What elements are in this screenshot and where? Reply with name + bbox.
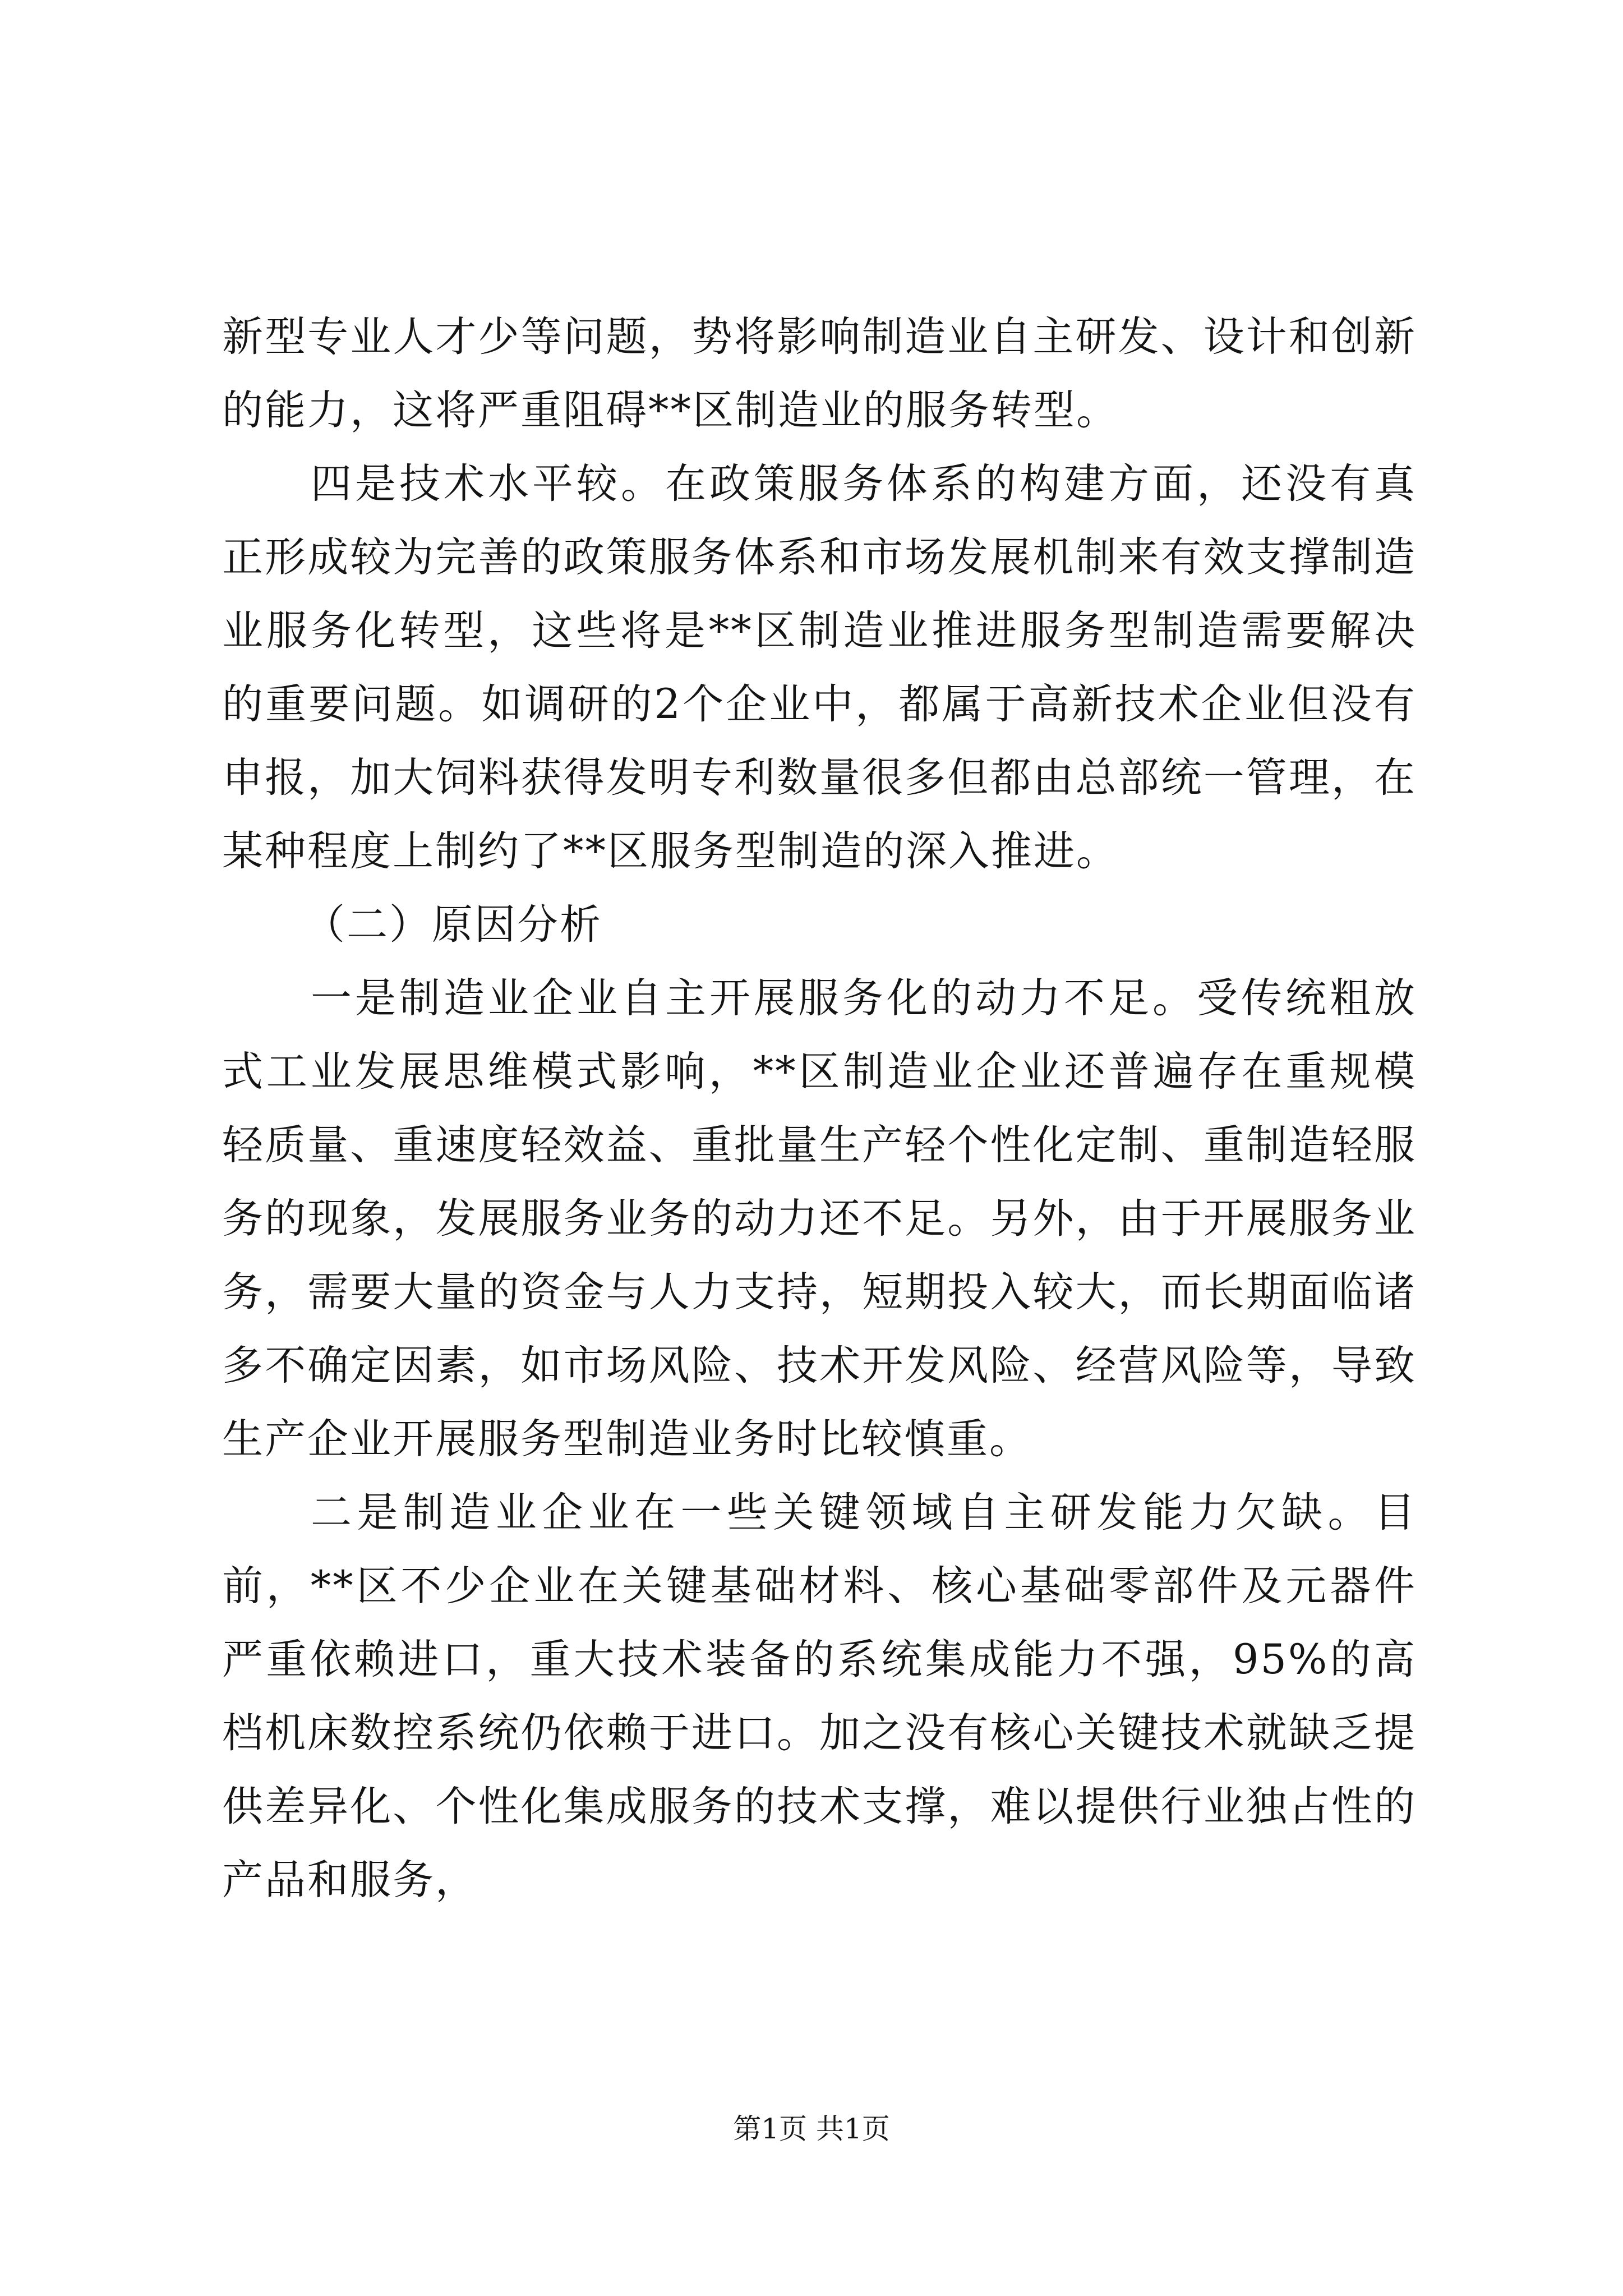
paragraph: 新型专业人才少等问题，势将影响制造业自主研发、设计和创新的能力，这将严重阻碍**区制造业的服务转型。 bbox=[222, 313, 1417, 434]
section-heading: （二）原因分析 bbox=[304, 901, 602, 949]
paragraph: 一是制造业企业自主开展服务化的动力不足。受传统粗放式工业发展思维模式影响，**区制造业企业还普遍存在重规模轻质量、重速度轻效益、重批量生产轻个性化定制、重制造轻服务的现象，发展服务业务的动力还不足。另外，由于开展服务业务，需要大量的资金与人力支持，短期投入较大，而长期面临诸多不确定因素，如市场风险、技术开发风险、经营风险等，导致生产企业开展服务型制造业务时比较慎重。 bbox=[222, 974, 1417, 1463]
paragraph: 四是技术水平较。在政策服务体系的构建方面，还没有真正形成较为完善的政策服务体系和市场发展机制来有效支撑制造业服务化转型，这些将是**区制造业推进服务型制造需要解决的重要问题。如调研的2个企业中，都属于高新技术企业但没有申报，加大饲料获得发明专利数量很多但都由总部统一管理，在某种程度上制约了**区服务型制造的深入推进。 bbox=[222, 460, 1417, 875]
document-body bbox=[222, 300, 1417, 1917]
paragraph: 二是制造业企业在一些关键领域自主研发能力欠缺。目前，**区不少企业在关键基础材料、核心基础零部件及元器件严重依赖进口，重大技术装备的系统集成能力不强，95%的高档机床数控系统仍依赖于进口。加之没有核心关键技术就缺乏提供差异化、个性化集成服务的技术支撑，难以提供行业独占性的产品和服务， bbox=[222, 1489, 1417, 1904]
page-footer: 第1页 共1页 bbox=[733, 2113, 890, 2145]
